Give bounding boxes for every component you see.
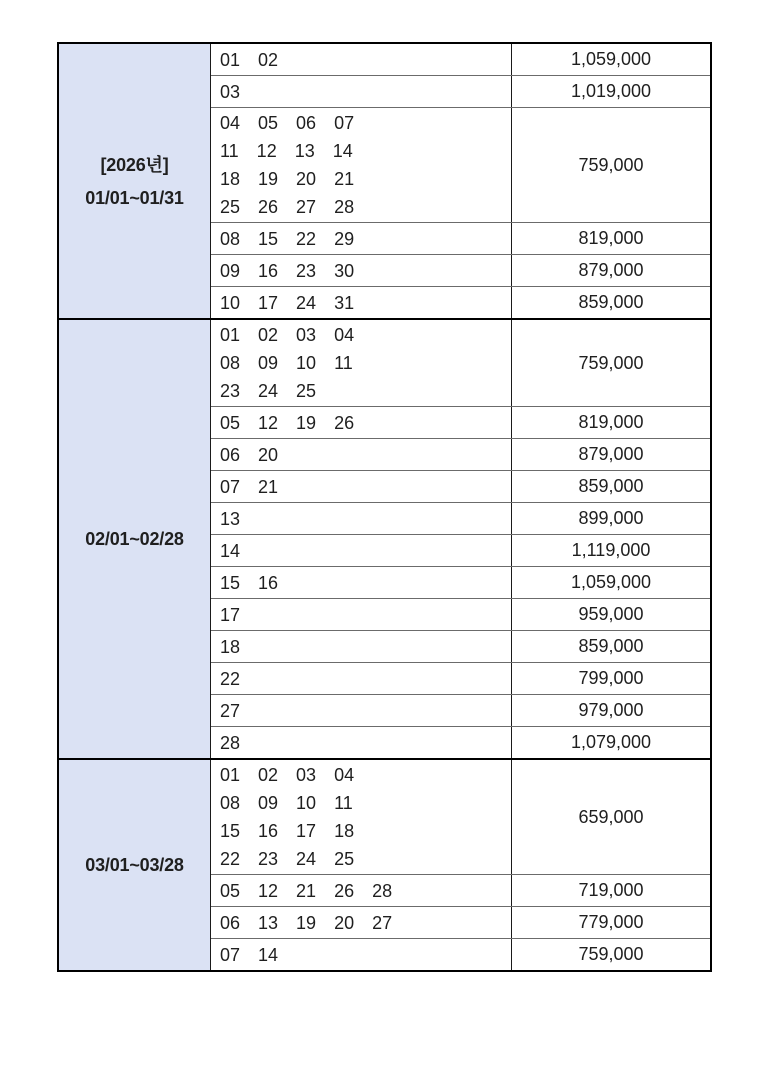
day-line: 08 09 10 11	[220, 793, 353, 813]
days-cell	[211, 471, 512, 502]
day-line: 11 12 13 14	[220, 141, 353, 161]
table-row	[211, 44, 710, 75]
day-line: 07 21	[220, 476, 279, 497]
price-cell: 659,000	[578, 806, 644, 827]
price-cell: 759,000	[578, 154, 644, 175]
price-cell: 959,000	[578, 604, 644, 624]
day-line: 25 26 27 28	[220, 197, 355, 217]
section-rows	[211, 44, 710, 318]
days-cell	[211, 663, 512, 694]
day-line: 08 15 22 29	[220, 228, 355, 249]
days-cell	[211, 255, 512, 286]
days-cell	[211, 760, 512, 874]
section-label	[59, 760, 211, 970]
day-line: 07 14	[220, 944, 279, 965]
table-row	[211, 502, 710, 534]
day-line: 01 02 03 04	[220, 765, 355, 785]
table-row	[211, 534, 710, 566]
days-cell	[211, 907, 512, 938]
table-row	[211, 107, 710, 222]
label-line: 02/01~02/28	[85, 529, 184, 549]
table-row	[211, 222, 710, 254]
days-cell	[211, 503, 512, 534]
section-rows	[211, 320, 710, 758]
price-cell: 759,000	[578, 352, 644, 373]
price-cell: 879,000	[578, 444, 644, 464]
price-cell: 899,000	[578, 508, 644, 528]
label-line: 03/01~03/28	[85, 855, 184, 875]
days-cell	[211, 631, 512, 662]
days-cell	[211, 535, 512, 566]
days-cell	[211, 439, 512, 470]
table-row	[211, 438, 710, 470]
table-row	[211, 286, 710, 318]
day-line: 13	[220, 508, 241, 529]
price-section	[59, 758, 710, 970]
days-cell	[211, 108, 512, 222]
table-row	[211, 906, 710, 938]
days-cell	[211, 695, 512, 726]
section-rows	[211, 760, 710, 970]
day-line: 06 13 19 20 27	[220, 912, 393, 933]
day-line: 09 16 23 30	[220, 260, 355, 281]
days-cell	[211, 223, 512, 254]
table-row	[211, 938, 710, 970]
table-row	[211, 598, 710, 630]
day-line: 18	[220, 636, 241, 657]
days-cell	[211, 567, 512, 598]
days-cell	[211, 727, 512, 758]
table-row	[211, 75, 710, 107]
day-line: 01 02	[220, 49, 279, 70]
day-line: 28	[220, 732, 241, 753]
day-line: 23 24 25	[220, 381, 317, 401]
section-label	[59, 44, 211, 318]
price-cell: 819,000	[578, 412, 644, 432]
table-row	[211, 662, 710, 694]
price-section	[59, 318, 710, 758]
day-line: 22	[220, 668, 241, 689]
day-line: 01 02 03 04	[220, 325, 355, 345]
price-cell: 979,000	[578, 700, 644, 720]
price-table	[57, 42, 712, 972]
price-cell: 759,000	[578, 944, 644, 964]
price-cell: 1,019,000	[570, 81, 652, 101]
days-cell	[211, 875, 512, 906]
price-cell: 859,000	[578, 476, 644, 496]
section-label	[59, 320, 211, 758]
day-line: 04 05 06 07	[220, 113, 355, 133]
table-row	[211, 406, 710, 438]
price-cell: 1,059,000	[570, 49, 652, 69]
table-row	[211, 694, 710, 726]
price-cell: 1,079,000	[570, 732, 652, 752]
price-cell: 1,059,000	[570, 572, 652, 592]
label-line: [2026년]	[100, 154, 169, 175]
table-row	[211, 320, 710, 406]
day-line: 06 20	[220, 444, 279, 465]
day-line: 15 16 17 18	[220, 821, 355, 841]
day-line: 08 09 10 11	[220, 353, 353, 373]
days-cell	[211, 407, 512, 438]
price-cell: 819,000	[578, 228, 644, 248]
label-line: 01/01~01/31	[85, 187, 184, 208]
price-cell: 859,000	[578, 636, 644, 656]
day-line: 22 23 24 25	[220, 849, 355, 869]
day-line: 17	[220, 604, 241, 625]
day-line: 10 17 24 31	[220, 292, 355, 313]
price-cell: 719,000	[578, 880, 644, 900]
price-cell: 779,000	[578, 912, 644, 932]
day-line: 27	[220, 700, 241, 721]
table-row	[211, 874, 710, 906]
price-cell: 879,000	[578, 260, 644, 280]
price-section	[59, 44, 710, 318]
day-line: 18 19 20 21	[220, 169, 355, 189]
price-cell: 799,000	[578, 668, 644, 688]
day-line: 14	[220, 540, 241, 561]
days-cell	[211, 320, 512, 406]
day-line: 05 12 19 26	[220, 412, 355, 433]
price-cell: 859,000	[578, 292, 644, 312]
day-line: 15 16	[220, 572, 279, 593]
days-cell	[211, 599, 512, 630]
days-cell	[211, 76, 512, 107]
table-row	[211, 760, 710, 874]
price-cell: 1,119,000	[571, 540, 651, 560]
table-row	[211, 566, 710, 598]
table-row	[211, 630, 710, 662]
days-cell	[211, 287, 512, 318]
table-row	[211, 470, 710, 502]
table-row	[211, 726, 710, 758]
table-row	[211, 254, 710, 286]
days-cell	[211, 939, 512, 970]
day-line: 03	[220, 81, 241, 102]
day-line: 05 12 21 26 28	[220, 880, 393, 901]
days-cell	[211, 44, 512, 75]
